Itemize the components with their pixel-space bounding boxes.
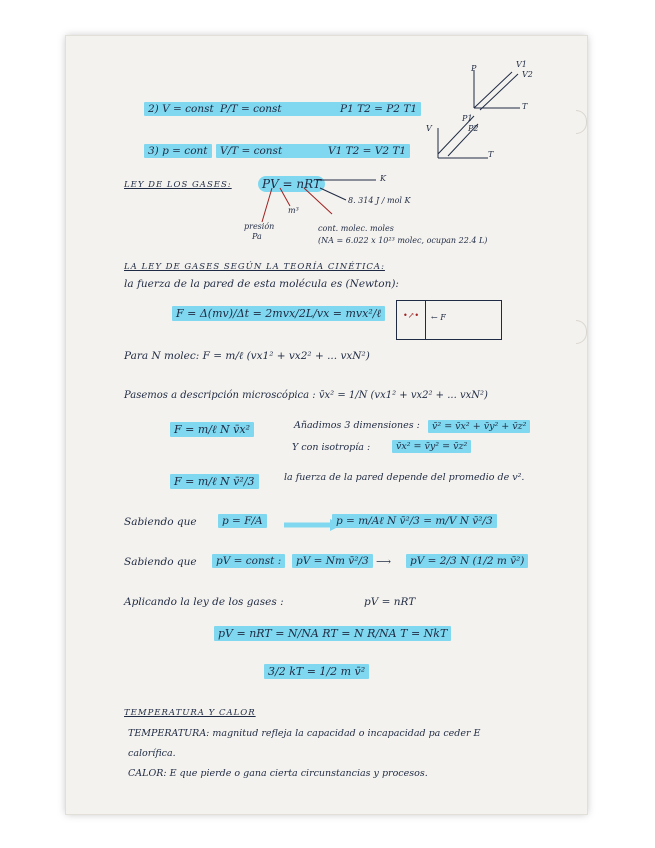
microscopic-description: Pasemos a descripción microscópica : v̄x² = 1/N (vx1² + vx2² + ... vxN²): [124, 390, 488, 401]
graph-axis-p: P: [471, 64, 477, 73]
isochoric-ratio: P/T = const: [216, 102, 350, 116]
gas-law-r-constant: 8. 314 J / mol K: [348, 196, 411, 205]
gas-law-moles: cont. molec. moles: [318, 224, 394, 233]
gas-law-pa: Pa: [252, 232, 262, 241]
graph-axis-v: V: [426, 124, 432, 133]
three-dimension-equation: v̄² = v̄x² + v̄y² + v̄z²: [428, 420, 530, 433]
gas-law-equation: PV = nRT: [258, 176, 325, 192]
gas-law-presion: presión: [244, 222, 275, 231]
gas-law-m3: m³: [288, 206, 299, 215]
force-note: la fuerza de la pared depende del promedio de v².: [284, 472, 525, 483]
pv-arrow: ⟶: [376, 556, 392, 568]
isobaric-relation: V1 T2 = V2 T1: [324, 144, 410, 158]
knowing-label-2: Sabiendo que: [124, 556, 197, 568]
box-force-arrow: ← F: [431, 313, 446, 322]
pv-equation-1: pV = Nm v̄²/3: [292, 554, 373, 568]
force-equation-2: F = m/ℓ N v̄x²: [170, 422, 254, 437]
kinetic-intro: la fuerza de la pared de esta molécula es (Newton):: [124, 278, 399, 290]
pv-equation-2: pV = 2/3 N (1/2 m v̄²): [406, 554, 528, 568]
temperature-heat-title: TEMPERATURA Y CALOR: [124, 708, 256, 718]
isochoric-label: 2) V = const: [144, 102, 218, 116]
gas-law-restated: pV = nRT: [364, 596, 416, 608]
pressure-definition: p = F/A: [218, 514, 267, 528]
graph-label-v1: V1: [516, 60, 527, 69]
isotropy-label: Y con isotropía :: [292, 442, 371, 453]
isochoric-relation: P1 T2 = P2 T1: [336, 102, 421, 116]
heat-definition: CALOR: E que pierde o gana cierta circunstancias y procesos.: [128, 768, 428, 779]
graph-label-v2: V2: [522, 70, 533, 79]
isotropy-equation: v̄x² = v̄y² = v̄z²: [392, 440, 471, 453]
notebook-page: [66, 36, 587, 814]
gas-law-label: LEY DE LOS GASES:: [124, 180, 232, 190]
binder-ring-top: [576, 110, 587, 134]
pressure-equation: p = m/Aℓ N v̄²/3 = m/V N v̄²/3: [332, 514, 497, 528]
graph-axis-t2: T: [488, 150, 494, 159]
temperature-definition: TEMPERATURA: magnitud refleja la capacidad o incapacidad pa ceder E: [128, 728, 481, 739]
gas-law-avogadro: (NA = 6.022 x 10²³ molec, ocupan 22.4 L): [318, 236, 488, 245]
isobaric-label: 3) p = cont: [144, 144, 212, 158]
isobaric-ratio: V/T = const: [216, 144, 334, 158]
kinetic-title: LA LEY DE GASES SEGÚN LA TEORÍA CINÉTICA:: [124, 262, 385, 272]
boltzmann-chain-equation: pV = nRT = N/NA RT = N R/NA T = NkT: [214, 626, 451, 641]
box-wall: [425, 301, 426, 339]
force-equation-3: F = m/ℓ N v̄²/3: [170, 474, 259, 489]
temperature-definition-cont: calorífica.: [128, 748, 176, 759]
add-dimensions: Añadimos 3 dimensiones :: [294, 420, 420, 431]
binder-ring-middle: [576, 320, 587, 344]
applying-label: Aplicando la ley de los gases :: [124, 596, 284, 608]
force-equation-1: F = Δ(mv)/Δt = 2mvx/2L/vx = mvx²/ℓ: [172, 306, 385, 321]
kinetic-energy-equation: 3/2 kT = 1/2 m v̄²: [264, 664, 369, 679]
graph-label-p1: P1: [462, 114, 473, 123]
molecule-box: [396, 300, 502, 340]
graph-label-p2: P2: [468, 124, 479, 133]
box-molecules: •↗•: [403, 311, 420, 320]
graph-axis-t1: T: [522, 102, 528, 111]
pv-constant: pV = const :: [212, 554, 285, 568]
n-molecules-equation: Para N molec: F = m/ℓ (vx1² + vx2² + ... vxN²): [124, 350, 370, 362]
gas-law-kelvin: K: [380, 174, 386, 183]
knowing-label-1: Sabiendo que: [124, 516, 197, 528]
